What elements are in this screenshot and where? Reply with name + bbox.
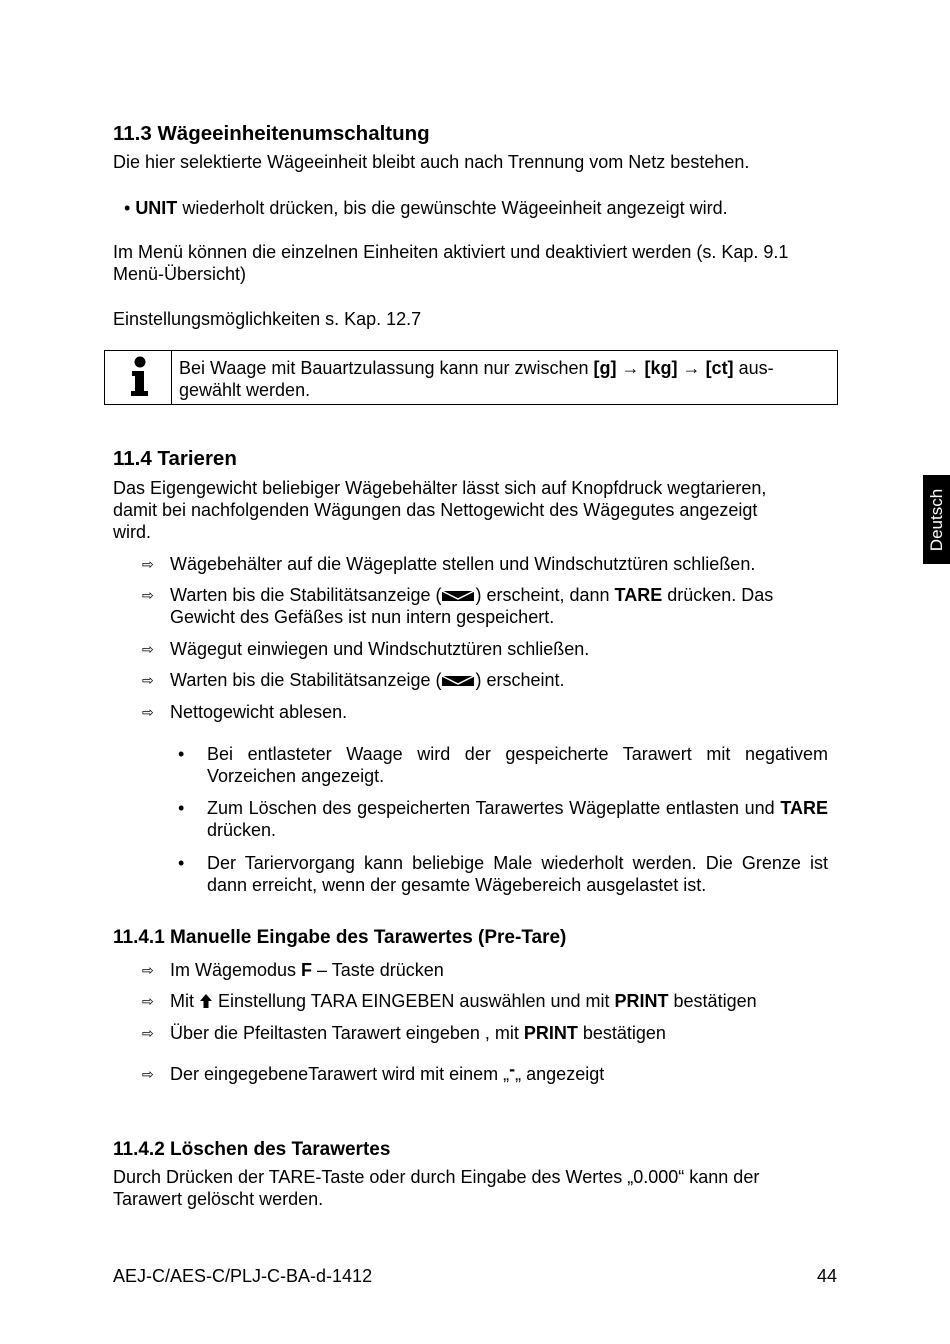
note-text-part: drücken. (207, 820, 277, 840)
arrow-right-icon: → (616, 358, 645, 378)
unit-bullet-text: wiederholt drücken, bis die gewünschte Wägeeinheit angezeigt wird. (177, 198, 728, 218)
unit-bullet (124, 197, 728, 219)
tare-intro-line1: Das Eigengewicht beliebiger Wägebehälter lässt sich auf Knopfdruck wegtarieren, (113, 478, 767, 498)
step-text (170, 959, 842, 981)
step-item (142, 701, 842, 723)
tare-intro-line3: wird. (113, 522, 152, 542)
footer-doc-id: AEJ-C/AES-C/PLJ-C-BA-d-1412 (113, 1266, 373, 1286)
tare-intro-line2: damit bei nachfolgenden Wägungen das Nettogewicht des Wägegutes angezeigt (113, 500, 758, 520)
arrow-outline-icon: ⇨ (142, 587, 154, 603)
note-text-part: Zum Löschen des gespeicherten Tarawertes Wägeplatte entlasten und (207, 798, 781, 818)
arrow-up-icon (199, 993, 213, 1009)
heading-11-4: 11.4 Tarieren (113, 447, 237, 470)
info-text-start: Bei Waage mit Bauartzulassung kann nur zwischen (179, 358, 594, 378)
step-text-part: Warten bis die Stabilitätsanzeige ( (170, 585, 442, 605)
arrow-outline-icon: ⇨ (142, 672, 154, 688)
step-text-part: Warten bis die Stabilitätsanzeige ( (170, 670, 442, 690)
note-text (207, 797, 828, 841)
arrow-outline-icon: ⇨ (142, 962, 154, 978)
step-text (170, 990, 842, 1012)
step-text-part: – Taste drücken (312, 960, 444, 980)
heading-11-4-1: 11.4.1 Manuelle Eingabe des Tarawertes (Pre-Tare) (113, 927, 567, 948)
step-item (142, 1059, 842, 1085)
bullet-dot: • (178, 853, 185, 873)
note-text: Bei entlasteter Waage wird der gespeicherte Tarawert mit negativem Vorzeichen angezeigt. (207, 744, 828, 786)
arrow-outline-icon: ⇨ (142, 704, 154, 720)
arrow-outline-icon: ⇨ (142, 993, 154, 1009)
bullet-dot: • (178, 744, 185, 764)
step-text-part: Einstellung TARA EINGEBEN auswählen und mit (213, 991, 615, 1011)
step-text-part: bestätigen (577, 1023, 666, 1043)
arrow-outline-icon: ⇨ (142, 1025, 154, 1041)
paragraph-menu-line2: Menü-Übersicht) (113, 264, 247, 284)
step-text-part: „ angezeigt (515, 1064, 605, 1084)
tare-key: TARE (614, 585, 663, 605)
page-number: 44 (816, 1266, 837, 1286)
side-tab-label: Deutsch (926, 488, 946, 551)
paragraph-settings: Einstellungsmöglichkeiten s. Kap. 12.7 (113, 309, 422, 329)
step-text-part: Über die Pfeiltasten Tarawert eingeben , mit (170, 1023, 524, 1043)
f-key: F (301, 960, 313, 980)
info-icon-cell (105, 351, 172, 404)
step-text (170, 669, 842, 691)
unit-g: [g] (593, 358, 617, 378)
step-text-part: ) erscheint, dann (475, 585, 615, 605)
step-item (142, 959, 842, 981)
step-text (170, 584, 842, 628)
step-text (170, 1022, 842, 1044)
minus-symbol: - (509, 1059, 516, 1079)
arrow-outline-icon: ⇨ (142, 556, 154, 572)
step-text-part: Mit (170, 991, 199, 1011)
heading-11-3: 11.3 Wägeeinheitenumschaltung (113, 122, 430, 145)
arrow-outline-icon: ⇨ (142, 1066, 154, 1082)
note-item (178, 852, 828, 896)
step-text-part: bestätigen (668, 991, 757, 1011)
print-key: PRINT (523, 1023, 578, 1043)
step-text-part: Der eingegebeneTarawert wird mit einem „ (170, 1064, 510, 1084)
info-note-box (104, 350, 838, 405)
note-item (178, 743, 828, 787)
arrow-outline-icon: ⇨ (142, 641, 154, 657)
step-item (142, 669, 842, 691)
paragraph-unit-persist: Die hier selektierte Wägeeinheit bleibt auch nach Trennung vom Netz bestehen. (113, 152, 750, 172)
delete-tare-line2: Tarawert gelöscht werden. (113, 1189, 324, 1209)
step-text-part: Im Wägemodus (170, 960, 302, 980)
print-key: PRINT (614, 991, 669, 1011)
stability-indicator-icon (441, 589, 475, 603)
stability-indicator-icon (441, 674, 475, 688)
step-text: Nettogewicht ablesen. (170, 702, 348, 722)
info-note-text (179, 357, 824, 401)
info-icon (105, 351, 171, 404)
tare-key: TARE (780, 798, 828, 818)
step-text-part: drücken. Das (662, 585, 774, 605)
bullet-dot: • (124, 198, 136, 218)
note-text: Der Tariervorgang kann beliebige Male wiederholt werden. Die Grenze ist dann erreicht, wenn der gesamte Wägebereich ausgelastet ist. (207, 853, 828, 895)
info-text-end: aus- (733, 358, 774, 378)
info-text-line2: gewählt werden. (179, 380, 311, 400)
step-text: Wägebehälter auf die Wägeplatte stellen und Windschutztüren schließen. (170, 554, 756, 574)
step-text-part: Gewicht des Gefäßes ist nun intern gespeichert. (170, 607, 555, 627)
bullet-dot: • (178, 798, 185, 818)
unit-key: UNIT (135, 198, 178, 218)
unit-ct: [ct] (705, 358, 734, 378)
note-item (178, 797, 828, 841)
unit-kg: [kg] (644, 358, 678, 378)
step-text (170, 1059, 842, 1085)
arrow-right-icon: → (677, 358, 706, 378)
step-item (142, 553, 842, 575)
step-item (142, 990, 842, 1012)
step-item (142, 584, 842, 628)
step-item (142, 638, 842, 660)
delete-tare-line1: Durch Drücken der TARE-Taste oder durch Eingabe des Wertes „0.000“ kann der (113, 1167, 760, 1187)
paragraph-menu-line1: Im Menü können die einzelnen Einheiten aktiviert und deaktiviert werden (s. Kap. 9.1 (113, 242, 789, 262)
step-text: Wägegut einwiegen und Windschutztüren schließen. (170, 639, 590, 659)
step-item (142, 1022, 842, 1044)
step-text-part: ) erscheint. (475, 670, 565, 690)
language-side-tab (923, 475, 950, 564)
heading-11-4-2: 11.4.2 Löschen des Tarawertes (113, 1139, 391, 1160)
